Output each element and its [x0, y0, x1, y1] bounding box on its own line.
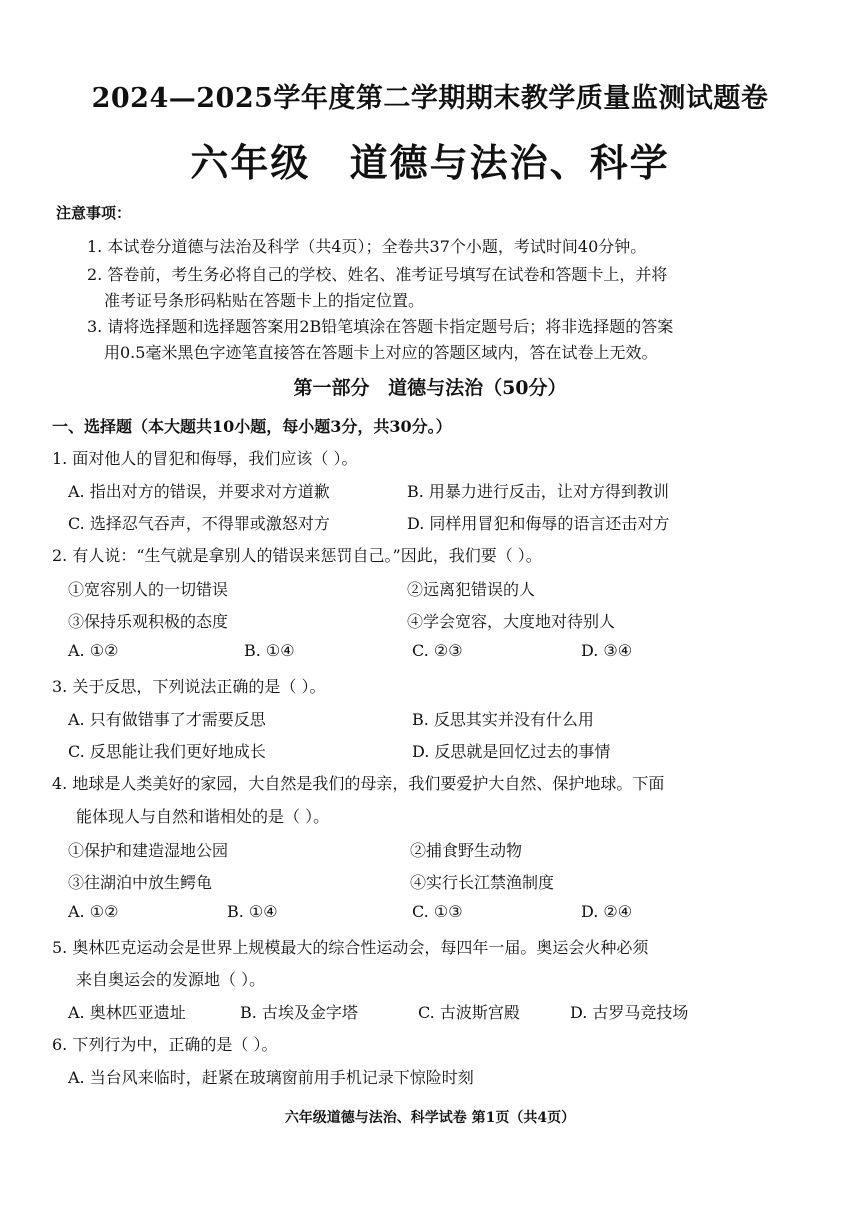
- question-2-stem: 2. 有人说：“生气就是拿别人的错误来惩罚自己。”因此，我们要（ ）。: [52, 546, 542, 565]
- question-2-item-3: ③保持乐观积极的态度: [68, 612, 229, 631]
- question-6-stem: 6. 下列行为中，正确的是（ ）。: [52, 1035, 278, 1054]
- page-footer: 六年级道德与法治、科学试卷 第1页（共4页）: [284, 1110, 576, 1126]
- question-3-stem: 3. 关于反思，下列说法正确的是（ ）。: [52, 677, 326, 696]
- exam-title: 2024—2025学年度第二学期期末教学质量监测试题卷: [91, 83, 769, 114]
- question-1-option-d: D. 同样用冒犯和侮辱的语言还击对方: [407, 514, 670, 533]
- question-6-option-a: A. 当台风来临时，赶紧在玻璃窗前用手机记录下惊险时刻: [68, 1068, 474, 1087]
- section-title: 第一部分 道德与法治（50分）: [293, 377, 567, 399]
- question-4-item-1: ①保护和建造湿地公园: [68, 841, 229, 860]
- question-1-option-a: A. 指出对方的错误，并要求对方道歉: [68, 482, 330, 501]
- question-3-option-d: D. 反思就是回忆过去的事情: [412, 742, 611, 761]
- question-1-stem: 1. 面对他人的冒犯和侮辱，我们应该（ ）。: [52, 449, 358, 468]
- notice-line-2: 2. 答卷前，考生务必将自己的学校、姓名、准考证号填写在试卷和答题卡上，并将: [87, 265, 668, 284]
- question-4-stem-cont: 能体现人与自然和谐相处的是（ ）。: [76, 807, 330, 826]
- question-3-option-b: B. 反思其实并没有什么用: [412, 710, 594, 729]
- question-3-option-c: C. 反思能让我们更好地成长: [68, 742, 266, 761]
- question-2-option-d: D. ③④: [581, 641, 633, 660]
- question-4-option-d: D. ②④: [581, 902, 633, 921]
- section-heading: 一、选择题（本大题共10小题，每小题3分，共30分。）: [52, 417, 452, 436]
- question-2-item-2: ②远离犯错误的人: [407, 580, 536, 599]
- question-5-stem: 5. 奥林匹克运动会是世界上规模最大的综合性运动会，每四年一届。奥运会火种必须: [52, 938, 649, 957]
- question-4-stem: 4. 地球是人类美好的家园，大自然是我们的母亲，我们要爱护大自然、保护地球。下面: [52, 774, 665, 793]
- question-5-option-a: A. 奥林匹亚遗址: [68, 1003, 186, 1022]
- question-4-item-3: ③往湖泊中放生鳄龟: [68, 873, 213, 892]
- question-3-option-a: A. 只有做错事了才需要反思: [68, 710, 266, 729]
- question-2-option-a: A. ①②: [68, 641, 119, 660]
- notice-line-3-cont: 用0.5毫米黑色字迹笔直接答在答题卡上对应的答题区域内，答在试卷上无效。: [104, 343, 658, 362]
- question-4-option-c: C. ①③: [412, 902, 463, 921]
- question-4-item-4: ④实行长江禁渔制度: [410, 873, 555, 892]
- question-2-item-1: ①宽容别人的一切错误: [68, 580, 229, 599]
- notice-heading: 注意事项：: [56, 204, 132, 222]
- notice-line-1: 1. 本试卷分道德与法治及科学（共4页）；全卷共37个小题，考试时间40分钟。: [87, 237, 647, 256]
- question-5-option-b: B. 古埃及金字塔: [240, 1003, 358, 1022]
- question-5-option-d: D. 古罗马竞技场: [570, 1003, 689, 1022]
- notice-line-2-cont: 准考证号条形码粘贴在答题卡上的指定位置。: [104, 291, 425, 310]
- question-4-option-b: B. ①④: [227, 902, 278, 921]
- exam-subtitle: 六年级 道德与法治、科学: [190, 140, 670, 185]
- question-5-option-c: C. 古波斯宫殿: [418, 1003, 520, 1022]
- question-1-option-b: B. 用暴力进行反击，让对方得到教训: [407, 482, 669, 501]
- question-2-option-b: B. ①④: [244, 641, 295, 660]
- question-2-option-c: C. ②③: [412, 641, 463, 660]
- question-5-stem-cont: 来自奥运会的发源地（ ）。: [76, 970, 266, 989]
- question-1-option-c: C. 选择忍气吞声，不得罪或激怒对方: [68, 514, 330, 533]
- notice-line-3: 3. 请将选择题和选择题答案用2B铅笔填涂在答题卡指定题号后；将非选择题的答案: [87, 317, 674, 336]
- question-4-item-2: ②捕食野生动物: [410, 841, 523, 860]
- question-2-item-4: ④学会宽容，大度地对待别人: [407, 612, 616, 631]
- question-4-option-a: A. ①②: [68, 902, 119, 921]
